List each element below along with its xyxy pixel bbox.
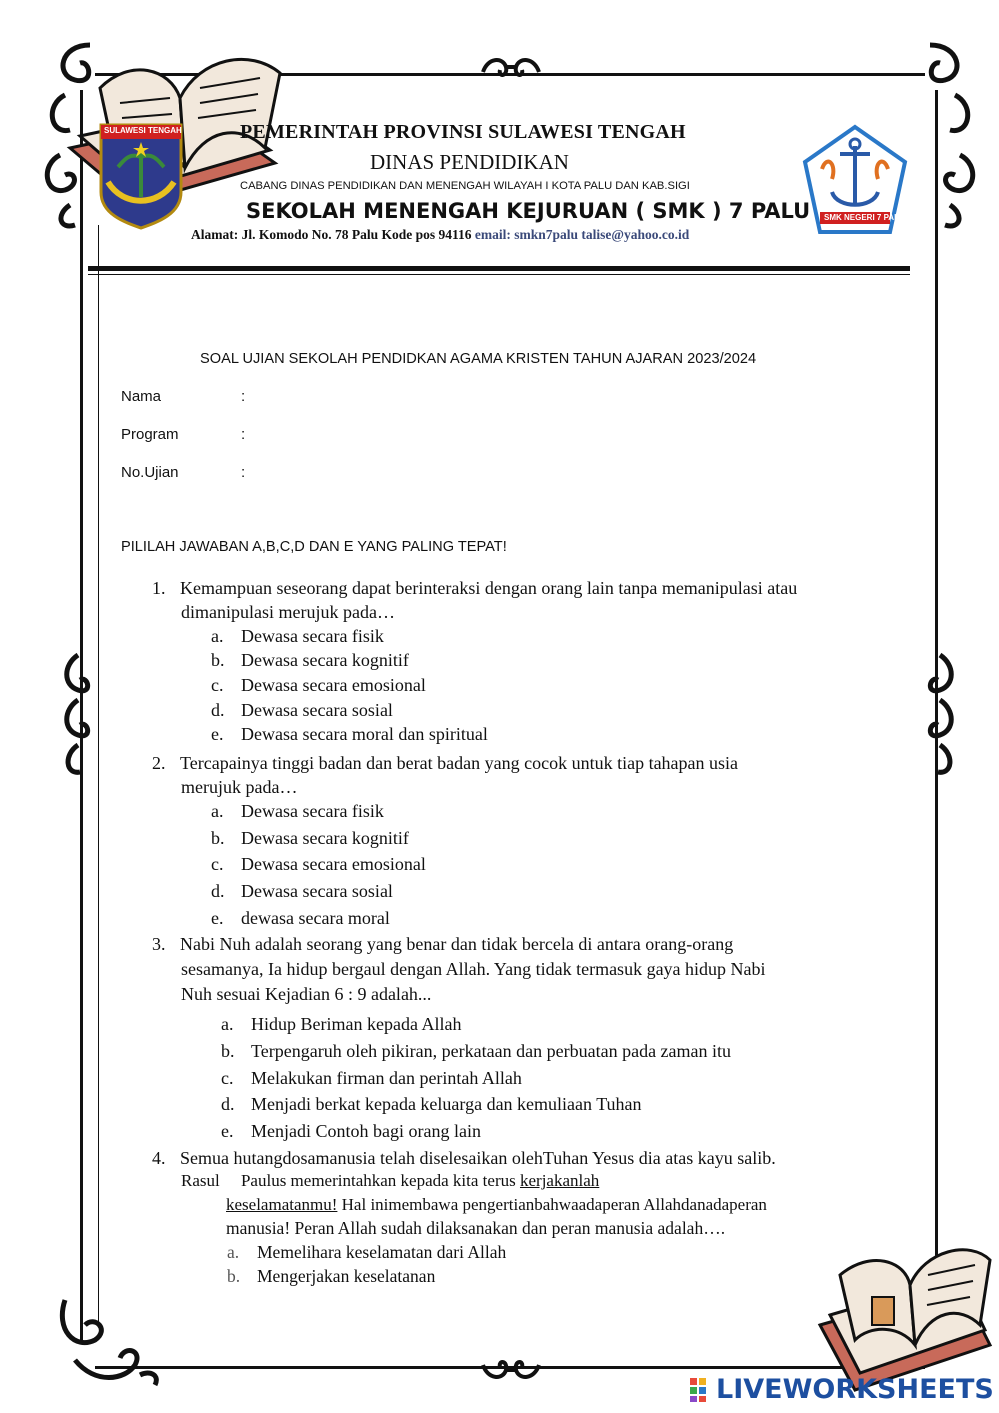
question-text-cont: sesamanya, Ia hidup bergaul dengan Allah. Yang tidak termasuk gaya hidup Nabi bbox=[181, 959, 766, 979]
field-program-label: Program bbox=[121, 426, 179, 443]
right-side-ornament bbox=[920, 650, 960, 780]
option-letter: d. bbox=[211, 700, 225, 720]
exam-title: SOAL UJIAN SEKOLAH PENDIDKAN AGAMA KRISTEN TAHUN AJARAN 2023/2024 bbox=[200, 351, 757, 367]
q2-option-d bbox=[211, 881, 393, 902]
watermark-text: LIVEWORKSHEETS bbox=[716, 1374, 994, 1405]
option-text: Hidup Beriman kepada Allah bbox=[251, 1014, 462, 1034]
option-text: Dewasa secara kognitif bbox=[241, 828, 409, 848]
header-government: PEMERINTAH PROVINSI SULAWESI TENGAH bbox=[240, 121, 686, 143]
email-text: email: smkn7palu talise@yahoo.co.id bbox=[474, 227, 690, 242]
q2-option-a bbox=[211, 801, 384, 822]
q1-option-c bbox=[211, 675, 426, 696]
option-text: Menjadi Contoh bagi orang lain bbox=[251, 1121, 481, 1141]
field-noujian-label: No.Ujian bbox=[121, 464, 179, 481]
corner-ornament-bottom-left bbox=[55, 1290, 165, 1390]
question-number: 4. bbox=[152, 1148, 166, 1168]
option-letter: e. bbox=[211, 908, 224, 928]
option-text: Terpengaruh oleh pikiran, perkataan dan perbuatan pada zaman itu bbox=[251, 1041, 732, 1061]
question-2 bbox=[152, 751, 738, 799]
option-letter: b. bbox=[211, 650, 225, 670]
question-4-line1 bbox=[152, 1148, 776, 1169]
option-text: Mengerjakan keselatanan bbox=[257, 1266, 436, 1286]
option-letter: a. bbox=[211, 626, 224, 646]
question-4-line2 bbox=[181, 1171, 599, 1191]
option-text: Dewasa secara emosional bbox=[241, 675, 426, 695]
option-letter: a. bbox=[211, 801, 224, 821]
instruction: PILILAH JAWABAN A,B,C,D DAN E YANG PALING TEPAT! bbox=[121, 539, 507, 555]
bottom-center-ornament bbox=[478, 1355, 544, 1385]
logo-left-caption: SULAWESI TENGAH bbox=[104, 126, 182, 135]
question-3 bbox=[152, 932, 766, 1007]
q3-option-d bbox=[221, 1094, 642, 1115]
field-program-sep: : bbox=[241, 426, 246, 443]
question-number: 1. bbox=[152, 578, 166, 598]
question-number: 3. bbox=[152, 934, 166, 954]
question-text-cont: Rasul Paulus memerintahkan kepada kita terus bbox=[181, 1171, 520, 1190]
corner-ornament-top-right bbox=[900, 35, 980, 235]
option-letter: c. bbox=[221, 1068, 234, 1088]
question-4-line4: manusia! Peran Allah sudah dilaksanakan dan peran manusia adalah…. bbox=[226, 1218, 726, 1238]
q1-option-d bbox=[211, 700, 393, 721]
option-letter: c. bbox=[211, 854, 224, 874]
option-text: Dewasa secara kognitif bbox=[241, 650, 409, 670]
option-text: dewasa secara moral bbox=[241, 908, 390, 928]
option-letter: e. bbox=[221, 1121, 234, 1141]
question-text: Nabi Nuh adalah seorang yang benar dan tidak bercela di antara orang-orang bbox=[180, 934, 734, 954]
field-noujian-sep: : bbox=[241, 464, 246, 481]
question-text-cont: Nuh sesuai Kejadian 6 : 9 adalah... bbox=[181, 984, 432, 1004]
option-text: Menjadi berkat kepada keluarga dan kemuliaan Tuhan bbox=[251, 1094, 642, 1114]
option-text: Memelihara keselamatan dari Allah bbox=[257, 1242, 507, 1262]
liveworksheets-logo-icon bbox=[690, 1378, 716, 1402]
logo-smk-negeri-7-palu bbox=[802, 124, 908, 236]
logo-right-caption: SMK NEGERI 7 PALU bbox=[824, 213, 905, 222]
logo-sulawesi-tengah bbox=[98, 122, 184, 230]
q1-option-e bbox=[211, 724, 488, 745]
q4-option-a bbox=[227, 1242, 506, 1263]
field-nama-label: Nama bbox=[121, 388, 162, 405]
underlined-text: keselamatanmu! bbox=[226, 1195, 338, 1214]
liveworksheets-watermark bbox=[690, 1374, 994, 1405]
question-text: Tercapainya tinggi badan dan berat badan yang cocok untuk tiap tahapan usia bbox=[180, 753, 739, 773]
question-4-line3 bbox=[226, 1195, 767, 1215]
header-divider-thin bbox=[88, 274, 910, 275]
question-text-cont: dimanipulasi merujuk pada… bbox=[181, 602, 395, 622]
q3-option-e bbox=[221, 1121, 481, 1142]
top-center-ornament bbox=[478, 52, 544, 82]
header-divider-thick bbox=[88, 266, 910, 271]
left-side-ornament bbox=[58, 650, 98, 780]
option-letter: b. bbox=[227, 1266, 241, 1286]
q1-option-a bbox=[211, 626, 384, 647]
q2-option-c bbox=[211, 854, 426, 875]
option-text: Melakukan firman dan perintah Allah bbox=[251, 1068, 522, 1088]
q3-option-c bbox=[221, 1068, 522, 1089]
option-text: Dewasa secara sosial bbox=[241, 700, 393, 720]
option-letter: a. bbox=[227, 1242, 240, 1262]
option-text: Dewasa secara moral dan spiritual bbox=[241, 724, 488, 744]
frame-left-line-inner bbox=[98, 225, 99, 1325]
option-text: Dewasa secara fisik bbox=[241, 626, 384, 646]
q3-option-a bbox=[221, 1014, 461, 1035]
header-address bbox=[191, 227, 689, 243]
option-text: Dewasa secara fisik bbox=[241, 801, 384, 821]
header-school-name: SEKOLAH MENENGAH KEJURUAN ( SMK ) 7 PALU bbox=[246, 199, 811, 223]
option-text: Dewasa secara sosial bbox=[241, 881, 393, 901]
question-number: 2. bbox=[152, 753, 166, 773]
option-letter: d. bbox=[221, 1094, 235, 1114]
q3-option-b bbox=[221, 1041, 731, 1062]
option-letter: c. bbox=[211, 675, 224, 695]
question-text-cont: Hal inimembawa pengertianbahwaadaperan Allahdanadaperan bbox=[337, 1195, 767, 1214]
question-text: Semua hutangdosamanusia telah diselesaikan olehTuhan Yesus dia atas kayu salib. bbox=[180, 1148, 776, 1168]
q2-option-e bbox=[211, 908, 390, 929]
option-letter: d. bbox=[211, 881, 225, 901]
option-letter: b. bbox=[211, 828, 225, 848]
option-letter: a. bbox=[221, 1014, 234, 1034]
address-text: Alamat: Jl. Komodo No. 78 Palu Kode pos 94116 bbox=[191, 227, 472, 242]
q4-option-b bbox=[227, 1266, 435, 1287]
book-illustration-bottom bbox=[810, 1225, 995, 1395]
field-nama-sep: : bbox=[241, 388, 246, 405]
option-letter: e. bbox=[211, 724, 224, 744]
option-text: Dewasa secara emosional bbox=[241, 854, 426, 874]
option-letter: b. bbox=[221, 1041, 235, 1061]
q1-option-b bbox=[211, 650, 409, 671]
header-branch: CABANG DINAS PENDIDIKAN DAN MENENGAH WILAYAH I KOTA PALU DAN KAB.SIGI bbox=[240, 180, 690, 192]
question-1 bbox=[152, 576, 797, 624]
header-department: DINAS PENDIDIKAN bbox=[370, 150, 569, 174]
q2-option-b bbox=[211, 828, 409, 849]
question-text: Kemampuan seseorang dapat berinteraksi dengan orang lain tanpa memanipulasi atau bbox=[180, 578, 798, 598]
underlined-text: kerjakanlah bbox=[519, 1171, 600, 1190]
question-text-cont: merujuk pada… bbox=[181, 777, 298, 797]
